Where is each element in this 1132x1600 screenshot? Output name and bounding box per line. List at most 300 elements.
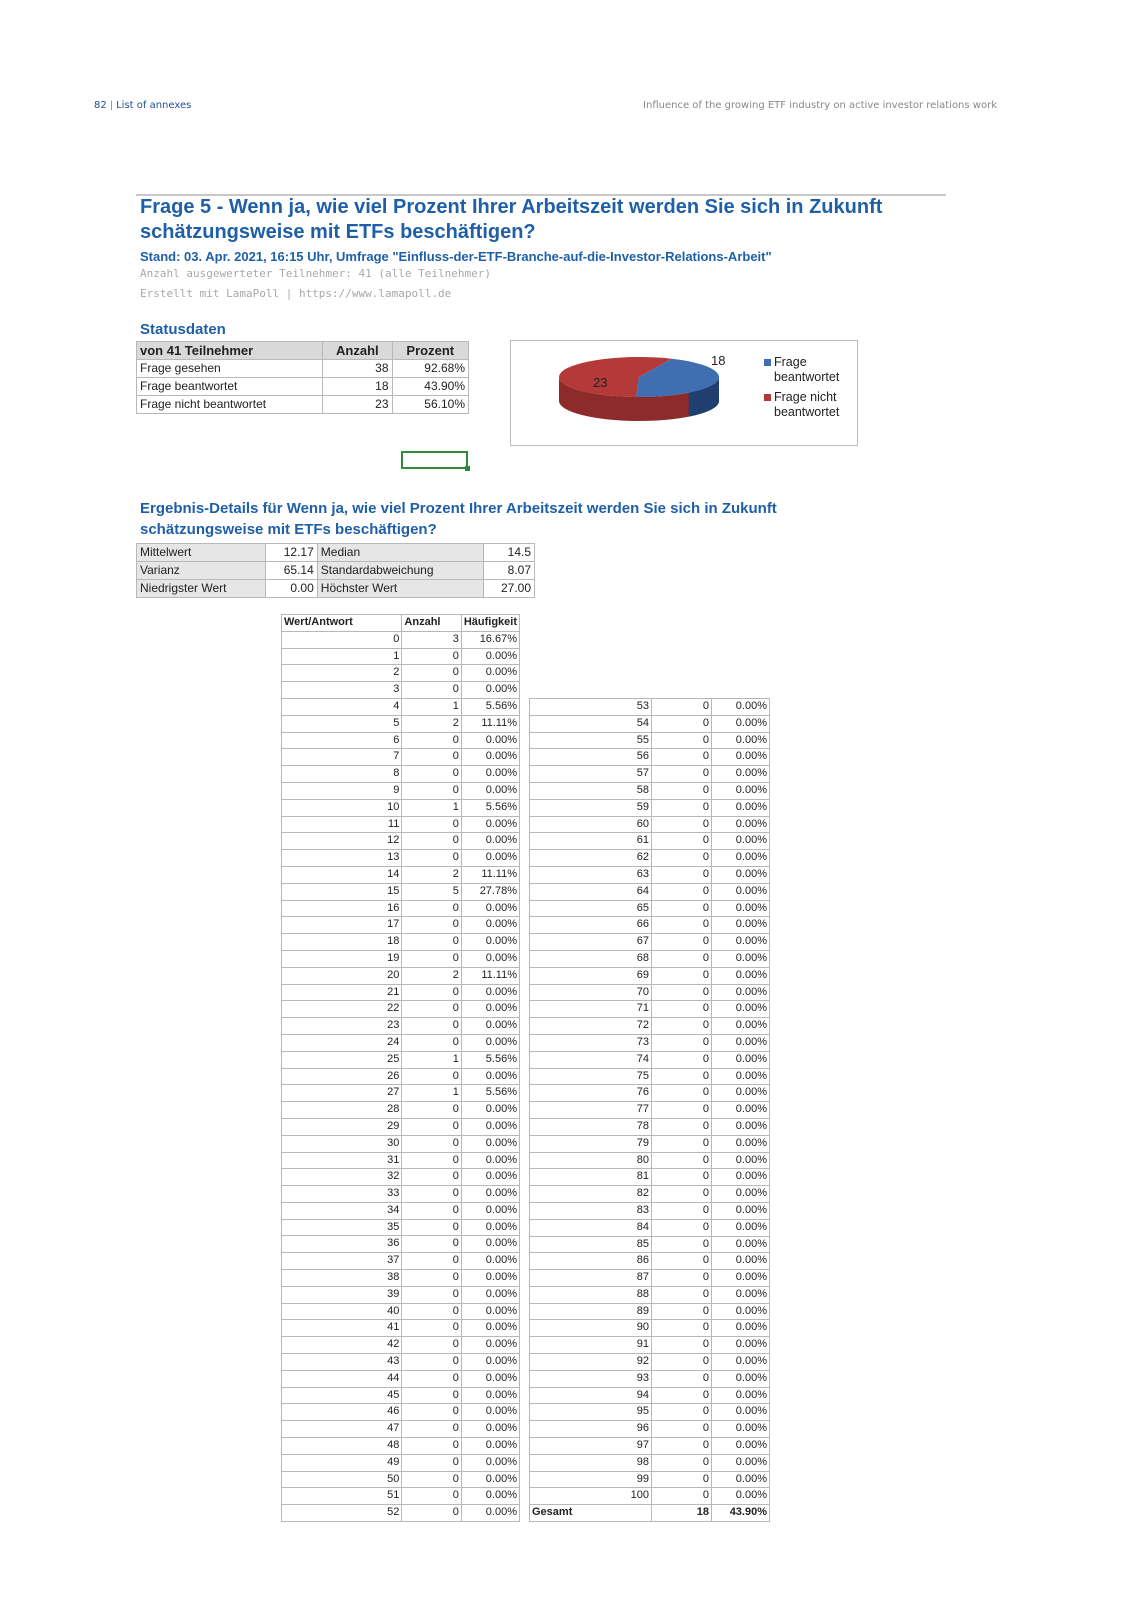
count-cell: 2: [402, 967, 461, 984]
count-cell: 0: [402, 1219, 461, 1236]
frequency-table-left: [281, 614, 520, 1522]
frequency-row: [530, 1169, 770, 1186]
frequency-row: [530, 1286, 770, 1303]
value-cell: 78: [530, 1118, 652, 1135]
count-cell: 0: [402, 917, 461, 934]
count-cell: 0: [652, 699, 712, 716]
frequency-row: [282, 1253, 520, 1270]
share-cell: 0.00%: [712, 1236, 770, 1253]
count-cell: 0: [402, 1404, 461, 1421]
share-cell: 0.00%: [712, 816, 770, 833]
frequency-row: [530, 1152, 770, 1169]
page-number: 82: [94, 100, 107, 111]
details-cell: 8.07: [483, 562, 534, 580]
share-cell: 0.00%: [461, 749, 519, 766]
value-cell: 8: [282, 766, 402, 783]
frequency-row: [530, 749, 770, 766]
share-cell: 0.00%: [712, 1018, 770, 1035]
frequency-row: [282, 1219, 520, 1236]
frequency-row: [530, 917, 770, 934]
share-cell: 0.00%: [712, 1404, 770, 1421]
pie-value-label: 18: [711, 353, 726, 368]
frequency-row: [530, 1202, 770, 1219]
section-name: List of annexes: [116, 100, 192, 111]
share-cell: 0.00%: [712, 1152, 770, 1169]
value-cell: 37: [282, 1253, 402, 1270]
count-cell: 0: [402, 665, 461, 682]
pie-value-label: 23: [593, 375, 608, 390]
total-cell: 43.90%: [712, 1505, 770, 1522]
value-cell: 7: [282, 749, 402, 766]
meta-created: Erstellt mit LamaPoll | https://www.lamapoll.de: [140, 287, 452, 300]
frequency-row: [282, 1471, 520, 1488]
count-cell: 0: [402, 1152, 461, 1169]
frequency-row: [282, 665, 520, 682]
frequency-row: [530, 1320, 770, 1337]
value-cell: 25: [282, 1051, 402, 1068]
legend-label: Frage beantwortet: [774, 355, 840, 384]
count-cell: 0: [652, 1253, 712, 1270]
count-cell: 0: [402, 1387, 461, 1404]
share-cell: 0.00%: [461, 1253, 519, 1270]
status-row: [137, 360, 469, 378]
status-cell: 18: [323, 378, 392, 396]
value-cell: 94: [530, 1387, 652, 1404]
count-cell: 0: [402, 1354, 461, 1371]
value-cell: 10: [282, 799, 402, 816]
count-cell: 0: [652, 1421, 712, 1438]
value-cell: 75: [530, 1068, 652, 1085]
frequency-row: [530, 934, 770, 951]
share-cell: 0.00%: [712, 1421, 770, 1438]
share-cell: 0.00%: [712, 715, 770, 732]
frequency-row: [282, 648, 520, 665]
frequency-row: [282, 850, 520, 867]
share-cell: 11.11%: [461, 967, 519, 984]
value-cell: 85: [530, 1236, 652, 1253]
share-cell: 5.56%: [461, 698, 519, 715]
value-cell: 92: [530, 1354, 652, 1371]
share-cell: 0.00%: [461, 850, 519, 867]
frequency-row: [282, 782, 520, 799]
value-cell: 28: [282, 1102, 402, 1119]
count-cell: 0: [402, 1169, 461, 1186]
details-row: [137, 544, 535, 562]
share-cell: 0.00%: [461, 682, 519, 699]
value-cell: 19: [282, 950, 402, 967]
value-cell: 90: [530, 1320, 652, 1337]
count-cell: 0: [652, 1354, 712, 1371]
frequency-row: [282, 833, 520, 850]
frequency-row: [282, 1404, 520, 1421]
count-cell: 0: [402, 816, 461, 833]
count-cell: 0: [652, 1219, 712, 1236]
frequency-table-right: [529, 698, 770, 1522]
value-cell: 46: [282, 1404, 402, 1421]
details-cell: 27.00: [483, 580, 534, 598]
count-cell: 0: [402, 984, 461, 1001]
frequency-row: [530, 1135, 770, 1152]
frequency-row: [282, 1169, 520, 1186]
value-cell: 14: [282, 866, 402, 883]
share-cell: 0.00%: [461, 1454, 519, 1471]
frequency-row: [530, 1421, 770, 1438]
value-cell: 100: [530, 1488, 652, 1505]
frequency-row: [530, 1018, 770, 1035]
chart-legend: [764, 355, 857, 425]
value-cell: 53: [530, 699, 652, 716]
count-cell: 0: [652, 1152, 712, 1169]
count-cell: 0: [652, 850, 712, 867]
frequency-row: [282, 984, 520, 1001]
count-cell: 0: [652, 917, 712, 934]
value-cell: 67: [530, 934, 652, 951]
share-cell: 11.11%: [461, 715, 519, 732]
status-col-percent: Prozent: [392, 342, 468, 360]
count-cell: 0: [652, 816, 712, 833]
frequency-row: [530, 732, 770, 749]
selected-cell-indicator: [401, 451, 468, 469]
share-cell: 0.00%: [461, 1270, 519, 1287]
share-cell: 0.00%: [461, 1387, 519, 1404]
value-cell: 81: [530, 1169, 652, 1186]
share-cell: 0.00%: [461, 665, 519, 682]
frequency-row: [282, 766, 520, 783]
share-cell: 0.00%: [712, 1034, 770, 1051]
share-cell: 0.00%: [461, 1337, 519, 1354]
value-cell: 68: [530, 950, 652, 967]
frequency-row: [530, 715, 770, 732]
value-cell: 36: [282, 1236, 402, 1253]
frequency-total-row: [530, 1505, 770, 1522]
share-cell: 0.00%: [461, 1186, 519, 1203]
frequency-row: [282, 1085, 520, 1102]
value-cell: 5: [282, 715, 402, 732]
frequency-row: [282, 1102, 520, 1119]
frequency-row: [282, 698, 520, 715]
status-cell: 23: [323, 396, 392, 414]
share-cell: 0.00%: [712, 1488, 770, 1505]
frequency-row: [530, 1303, 770, 1320]
value-cell: 57: [530, 766, 652, 783]
value-cell: 62: [530, 850, 652, 867]
count-cell: 2: [402, 866, 461, 883]
share-cell: 0.00%: [712, 1085, 770, 1102]
value-cell: 0: [282, 631, 402, 648]
share-cell: 0.00%: [461, 1286, 519, 1303]
frequency-header-cell: Häufigkeit: [461, 615, 519, 632]
count-cell: 0: [652, 1236, 712, 1253]
frequency-row: [282, 1135, 520, 1152]
frequency-row: [282, 883, 520, 900]
frequency-row: [530, 1488, 770, 1505]
count-cell: 0: [652, 1488, 712, 1505]
details-row: [137, 580, 535, 598]
value-cell: 20: [282, 967, 402, 984]
share-cell: 16.67%: [461, 631, 519, 648]
legend-swatch: [764, 394, 771, 401]
frequency-row: [282, 1068, 520, 1085]
share-cell: 0.00%: [712, 699, 770, 716]
share-cell: 5.56%: [461, 1085, 519, 1102]
share-cell: 0.00%: [712, 1270, 770, 1287]
share-cell: 0.00%: [461, 1169, 519, 1186]
value-cell: 91: [530, 1337, 652, 1354]
value-cell: 23: [282, 1018, 402, 1035]
count-cell: 0: [402, 1068, 461, 1085]
details-cell: 14.5: [483, 544, 534, 562]
value-cell: 55: [530, 732, 652, 749]
frequency-row: [530, 900, 770, 917]
share-cell: 0.00%: [461, 766, 519, 783]
value-cell: 79: [530, 1135, 652, 1152]
share-cell: 0.00%: [712, 1186, 770, 1203]
count-cell: 0: [652, 1068, 712, 1085]
frequency-row: [530, 1337, 770, 1354]
frequency-row: [282, 1505, 520, 1522]
share-cell: 0.00%: [461, 1018, 519, 1035]
count-cell: 0: [652, 1118, 712, 1135]
frequency-row: [530, 1370, 770, 1387]
count-cell: 0: [402, 1253, 461, 1270]
count-cell: 0: [652, 1303, 712, 1320]
frequency-row: [530, 1001, 770, 1018]
share-cell: 0.00%: [461, 1068, 519, 1085]
value-cell: 29: [282, 1118, 402, 1135]
share-cell: 0.00%: [461, 934, 519, 951]
frequency-row: [530, 1438, 770, 1455]
value-cell: 39: [282, 1286, 402, 1303]
value-cell: 35: [282, 1219, 402, 1236]
share-cell: 0.00%: [712, 1219, 770, 1236]
share-cell: 0.00%: [712, 984, 770, 1001]
share-cell: 0.00%: [461, 1421, 519, 1438]
value-cell: 99: [530, 1471, 652, 1488]
frequency-row: [530, 1034, 770, 1051]
count-cell: 0: [402, 1270, 461, 1287]
frequency-row: [530, 967, 770, 984]
frequency-row: [282, 1387, 520, 1404]
count-cell: 1: [402, 698, 461, 715]
count-cell: 0: [652, 1370, 712, 1387]
frequency-row: [530, 1219, 770, 1236]
frequency-row: [282, 682, 520, 699]
frequency-row: [530, 1085, 770, 1102]
value-cell: 45: [282, 1387, 402, 1404]
value-cell: 87: [530, 1270, 652, 1287]
status-row: [137, 378, 469, 396]
share-cell: 0.00%: [712, 866, 770, 883]
count-cell: 0: [402, 1421, 461, 1438]
frequency-header-cell: Wert/Antwort: [282, 615, 402, 632]
frequency-row: [530, 1354, 770, 1371]
value-cell: 95: [530, 1404, 652, 1421]
value-cell: 51: [282, 1488, 402, 1505]
share-cell: 0.00%: [712, 1068, 770, 1085]
status-cell: 43.90%: [392, 378, 468, 396]
frequency-row: [282, 917, 520, 934]
value-cell: 47: [282, 1421, 402, 1438]
value-cell: 6: [282, 732, 402, 749]
share-cell: 0.00%: [461, 1354, 519, 1371]
frequency-row: [282, 1421, 520, 1438]
value-cell: 13: [282, 850, 402, 867]
share-cell: 0.00%: [712, 749, 770, 766]
count-cell: 0: [652, 967, 712, 984]
value-cell: 41: [282, 1320, 402, 1337]
frequency-row: [530, 1471, 770, 1488]
share-cell: 0.00%: [461, 782, 519, 799]
frequency-row: [282, 1001, 520, 1018]
share-cell: 0.00%: [461, 1236, 519, 1253]
details-cell: Niedrigster Wert: [137, 580, 266, 598]
count-cell: 0: [402, 1454, 461, 1471]
details-cell: Mittelwert: [137, 544, 266, 562]
count-cell: 0: [402, 1471, 461, 1488]
share-cell: 0.00%: [461, 1034, 519, 1051]
frequency-row: [530, 1051, 770, 1068]
frequency-row: [282, 799, 520, 816]
value-cell: 56: [530, 749, 652, 766]
frequency-row: [530, 1068, 770, 1085]
count-cell: 0: [402, 682, 461, 699]
count-cell: 0: [652, 1034, 712, 1051]
value-cell: 32: [282, 1169, 402, 1186]
share-cell: 0.00%: [712, 1370, 770, 1387]
value-cell: 4: [282, 698, 402, 715]
frequency-row: [282, 1286, 520, 1303]
frequency-row: [530, 816, 770, 833]
count-cell: 0: [652, 732, 712, 749]
count-cell: 0: [652, 782, 712, 799]
value-cell: 3: [282, 682, 402, 699]
value-cell: 84: [530, 1219, 652, 1236]
share-cell: 0.00%: [712, 1118, 770, 1135]
value-cell: 42: [282, 1337, 402, 1354]
value-cell: 69: [530, 967, 652, 984]
value-cell: 77: [530, 1102, 652, 1119]
count-cell: 0: [402, 934, 461, 951]
frequency-row: [530, 782, 770, 799]
count-cell: 0: [402, 766, 461, 783]
pie-chart-svg: [511, 341, 751, 445]
count-cell: 0: [652, 1320, 712, 1337]
count-cell: 0: [402, 1118, 461, 1135]
count-cell: 2: [402, 715, 461, 732]
value-cell: 73: [530, 1034, 652, 1051]
value-cell: 70: [530, 984, 652, 1001]
value-cell: 38: [282, 1270, 402, 1287]
frequency-row: [530, 833, 770, 850]
value-cell: 31: [282, 1152, 402, 1169]
share-cell: 0.00%: [461, 950, 519, 967]
meta-participants: Anzahl ausgewerteter Teilnehmer: 41 (alle Teilnehmer): [140, 267, 491, 280]
share-cell: 5.56%: [461, 799, 519, 816]
share-cell: 0.00%: [461, 1202, 519, 1219]
value-cell: 49: [282, 1454, 402, 1471]
value-cell: 83: [530, 1202, 652, 1219]
share-cell: 0.00%: [712, 1471, 770, 1488]
value-cell: 58: [530, 782, 652, 799]
share-cell: 0.00%: [712, 1303, 770, 1320]
share-cell: 0.00%: [461, 1320, 519, 1337]
total-cell: 18: [652, 1505, 712, 1522]
frequency-row: [282, 1454, 520, 1471]
share-cell: 0.00%: [461, 917, 519, 934]
count-cell: 0: [402, 1001, 461, 1018]
share-cell: 0.00%: [461, 1505, 519, 1522]
legend-swatch: [764, 359, 771, 366]
count-cell: 0: [652, 1102, 712, 1119]
share-cell: 0.00%: [712, 967, 770, 984]
share-cell: 0.00%: [461, 1152, 519, 1169]
frequency-row: [282, 749, 520, 766]
running-title: Influence of the growing ETF industry on active investor relations work: [643, 100, 997, 111]
count-cell: 0: [652, 984, 712, 1001]
frequency-row: [282, 1337, 520, 1354]
status-row: [137, 396, 469, 414]
count-cell: 0: [652, 950, 712, 967]
frequency-row: [282, 1186, 520, 1203]
share-cell: 0.00%: [461, 1471, 519, 1488]
share-cell: 0.00%: [461, 648, 519, 665]
count-cell: 0: [652, 1018, 712, 1035]
share-cell: 0.00%: [712, 1387, 770, 1404]
count-cell: 3: [402, 631, 461, 648]
value-cell: 88: [530, 1286, 652, 1303]
count-cell: 0: [402, 1236, 461, 1253]
share-cell: 0.00%: [461, 1438, 519, 1455]
count-cell: 0: [652, 1186, 712, 1203]
frequency-row: [282, 631, 520, 648]
share-cell: 0.00%: [461, 1001, 519, 1018]
count-cell: 0: [652, 900, 712, 917]
status-cell: Frage beantwortet: [137, 378, 323, 396]
frequency-row: [530, 1118, 770, 1135]
frequency-row: [530, 984, 770, 1001]
share-cell: 0.00%: [461, 1303, 519, 1320]
count-cell: 0: [652, 883, 712, 900]
legend-item: [764, 390, 857, 420]
count-cell: 0: [402, 1320, 461, 1337]
share-cell: 0.00%: [712, 732, 770, 749]
count-cell: 0: [652, 1404, 712, 1421]
count-cell: 0: [402, 732, 461, 749]
frequency-row: [282, 1303, 520, 1320]
value-cell: 1: [282, 648, 402, 665]
frequency-header-cell: Anzahl: [402, 615, 461, 632]
details-cell: 0.00: [266, 580, 317, 598]
value-cell: 54: [530, 715, 652, 732]
frequency-row: [530, 766, 770, 783]
details-row: [137, 562, 535, 580]
value-cell: 26: [282, 1068, 402, 1085]
count-cell: 0: [652, 934, 712, 951]
value-cell: 72: [530, 1018, 652, 1035]
count-cell: 1: [402, 1051, 461, 1068]
count-cell: 0: [652, 1135, 712, 1152]
share-cell: 0.00%: [461, 1219, 519, 1236]
frequency-row: [282, 900, 520, 917]
frequency-row: [282, 1034, 520, 1051]
value-cell: 11: [282, 816, 402, 833]
value-cell: 22: [282, 1001, 402, 1018]
count-cell: 0: [402, 1202, 461, 1219]
count-cell: 0: [652, 749, 712, 766]
frequency-row: [282, 1018, 520, 1035]
count-cell: 0: [402, 1303, 461, 1320]
count-cell: 0: [402, 1337, 461, 1354]
